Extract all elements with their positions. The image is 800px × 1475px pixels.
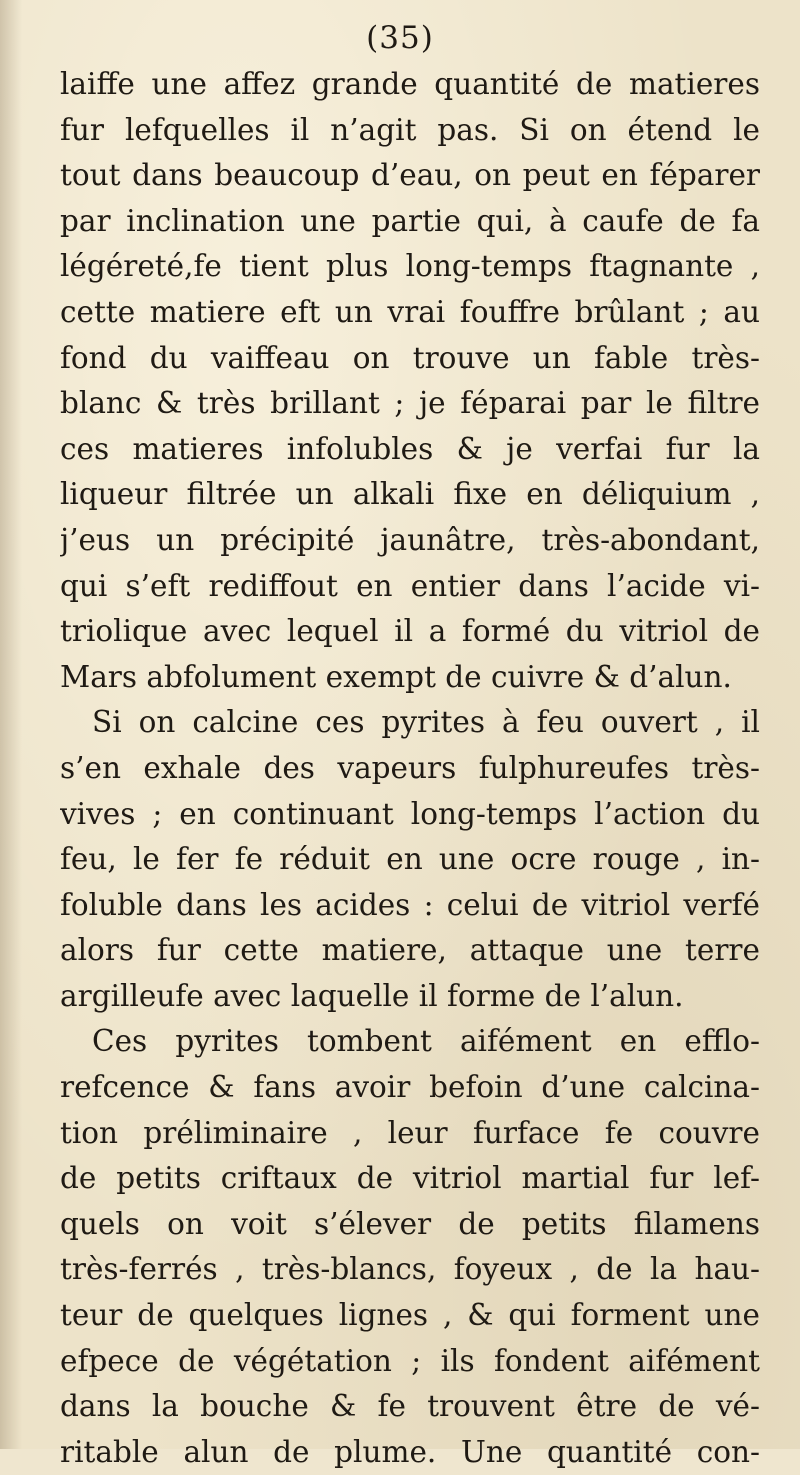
binding-shadow — [0, 0, 22, 1449]
text-line: argilleufe avec laquelle il forme de l’alun. — [60, 978, 684, 1013]
text-line: refcence & fans avoir befoin d’une calcina- — [60, 1070, 760, 1105]
text-line: j’eus un précipité jaunâtre, très-abondant, — [60, 522, 760, 557]
text-line: liqueur filtrée un alkali fixe en déliquium , — [60, 477, 760, 512]
text-line: blanc & très brillant ; je féparai par le filtre — [60, 386, 760, 421]
text-line: tion préliminaire , leur furface fe couvre — [60, 1115, 760, 1150]
text-line: fond du vaiffeau on trouve un fable très- — [60, 340, 760, 375]
text-line: Mars abfolument exempt de cuivre & d’alun. — [60, 659, 732, 694]
text-line: légéreté,fe tient plus long-temps ftagnante , — [60, 249, 760, 284]
text-line: fur lefquelles il n’agit pas. Si on étend le — [60, 112, 760, 147]
text-line: tout dans beaucoup d’eau, on peut en féparer — [60, 158, 760, 193]
text-line: foluble dans les acides : celui de vitriol verfé — [60, 887, 760, 922]
text-line: par inclination une partie qui, à caufe de fa — [60, 203, 760, 238]
text-line: teur de quelques lignes , & qui forment une — [60, 1298, 760, 1333]
text-line: vives ; en continuant long-temps l’action du — [60, 796, 760, 831]
text-line: de petits criftaux de vitriol martial fur lef- — [60, 1161, 760, 1196]
text-line: quels on voit s’élever de petits filamens — [60, 1206, 760, 1241]
text-line: Si on calcine ces pyrites à feu ouvert , il — [92, 705, 760, 740]
text-line: feu, le fer fe réduit en une ocre rouge , in- — [60, 842, 760, 877]
page-number: (35) — [366, 20, 434, 56]
text-line: qui s’eft rediffout en entier dans l’acide vi- — [60, 568, 760, 603]
text-line: triolique avec lequel il a formé du vitriol de — [60, 614, 760, 649]
text-line: efpece de végétation ; ils fondent aifément — [60, 1343, 760, 1378]
text-line: Ces pyrites tombent aifément en efflo- — [92, 1024, 760, 1059]
body-text — [60, 62, 760, 1475]
text-line: ces matieres infolubles & je verfai fur la — [60, 431, 760, 466]
text-line: s’en exhale des vapeurs fulphureufes très- — [60, 750, 760, 785]
text-line: cette matiere eft un vrai fouffre brûlant ; au — [60, 294, 760, 329]
text-line: alors fur cette matiere, attaque une terre — [60, 933, 760, 968]
text-line: ritable alun de plume. Une quantité con- — [60, 1434, 760, 1469]
text-line: dans la bouche & fe trouvent être de vé- — [60, 1389, 760, 1424]
text-line: laiffe une affez grande quantité de matieres — [60, 67, 760, 101]
text-line: très-ferrés , très-blancs, foyeux , de la hau- — [60, 1252, 760, 1287]
